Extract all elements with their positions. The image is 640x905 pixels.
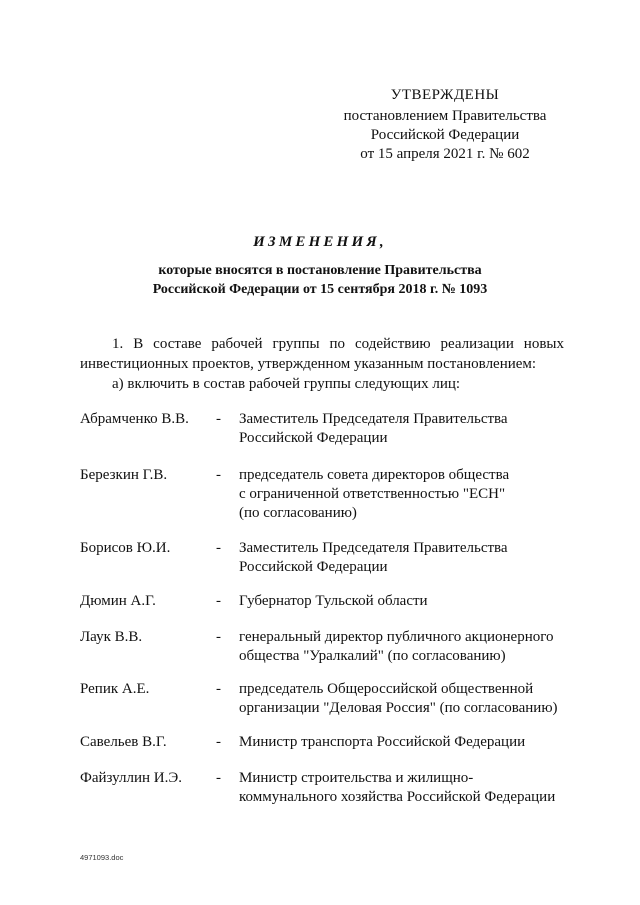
- member-row: [80, 539, 570, 592]
- member-row: [80, 592, 570, 628]
- member-name: Савельев В.Г.: [80, 734, 167, 750]
- subtitle-line-1: которые вносятся в постановление Правительства: [158, 263, 482, 278]
- member-role-line: общества "Уралкалий" (по согласованию): [239, 648, 506, 664]
- member-name: Файзуллин И.Э.: [80, 770, 182, 786]
- member-role: [239, 466, 569, 523]
- member-dash: -: [216, 593, 221, 609]
- member-name: Борисов Ю.И.: [80, 540, 171, 556]
- member-dash: -: [216, 411, 221, 427]
- paragraph-1: [80, 334, 564, 374]
- document-subtitle: [80, 261, 560, 299]
- member-name: Абрамченко В.В.: [80, 411, 189, 427]
- approval-line-3: от 15 апреля 2021 г. № 602: [360, 146, 530, 162]
- member-role: [239, 592, 569, 611]
- members-list: [80, 410, 570, 809]
- member-role-line: Губернатор Тульской области: [239, 593, 428, 609]
- approval-heading: УТВЕРЖДЕНЫ: [390, 87, 500, 103]
- member-role-line: организации "Деловая Россия" (по согласованию): [239, 700, 558, 716]
- member-role: [239, 410, 569, 448]
- member-role-line: председатель Общероссийской общественной: [239, 681, 534, 697]
- paragraph-1-line-2: инвестиционных проектов, утвержденном указанным постановлением:: [80, 356, 537, 372]
- paragraph-2: а) включить в состав рабочей группы следующих лиц:: [112, 376, 461, 392]
- member-row: [80, 769, 570, 809]
- member-role: [239, 733, 569, 752]
- document-title: ИЗМЕНЕНИЯ,: [253, 234, 387, 250]
- approval-line-2: Российской Федерации: [370, 127, 520, 143]
- member-row: [80, 466, 570, 539]
- member-role-line: Заместитель Председателя Правительства: [239, 411, 508, 427]
- member-role-line: с ограниченной ответственностью "ЕСН": [239, 486, 506, 502]
- member-role-line: председатель совета директоров общества: [239, 467, 510, 483]
- member-role-line: коммунального хозяйства Российской Федерации: [239, 789, 556, 805]
- member-name: Репик А.Е.: [80, 681, 150, 697]
- approval-line-1: постановлением Правительства: [343, 108, 547, 124]
- member-role-line: Министр строительства и жилищно-: [239, 770, 474, 786]
- member-dash: -: [216, 734, 221, 750]
- member-row: [80, 628, 570, 680]
- member-role: [239, 680, 569, 718]
- member-role: [239, 628, 569, 666]
- member-role-line: (по согласованию): [239, 505, 357, 521]
- member-dash: -: [216, 770, 221, 786]
- member-dash: -: [216, 681, 221, 697]
- member-name: Дюмин А.Г.: [80, 593, 156, 609]
- subtitle-line-2: Российской Федерации от 15 сентября 2018 г. № 1093: [152, 282, 488, 297]
- member-role: [239, 769, 569, 807]
- member-role-line: Заместитель Председателя Правительства: [239, 540, 508, 556]
- member-role: [239, 539, 569, 577]
- member-dash: -: [216, 540, 221, 556]
- member-role-line: Российской Федерации: [239, 430, 388, 446]
- paragraph-1-line-1: 1. В составе рабочей группы по содействию реализации новых: [112, 336, 564, 352]
- member-role-line: Российской Федерации: [239, 559, 388, 575]
- member-row: [80, 410, 570, 466]
- member-dash: -: [216, 467, 221, 483]
- file-name-footer: 4971093.doc: [80, 853, 124, 862]
- member-row: [80, 733, 570, 769]
- member-name: Лаук В.В.: [80, 629, 143, 645]
- member-role-line: Министр транспорта Российской Федерации: [239, 734, 526, 750]
- approval-block: [330, 86, 560, 164]
- member-name: Березкин Г.В.: [80, 467, 168, 483]
- member-dash: -: [216, 629, 221, 645]
- member-role-line: генеральный директор публичного акционерного: [239, 629, 554, 645]
- member-row: [80, 680, 570, 733]
